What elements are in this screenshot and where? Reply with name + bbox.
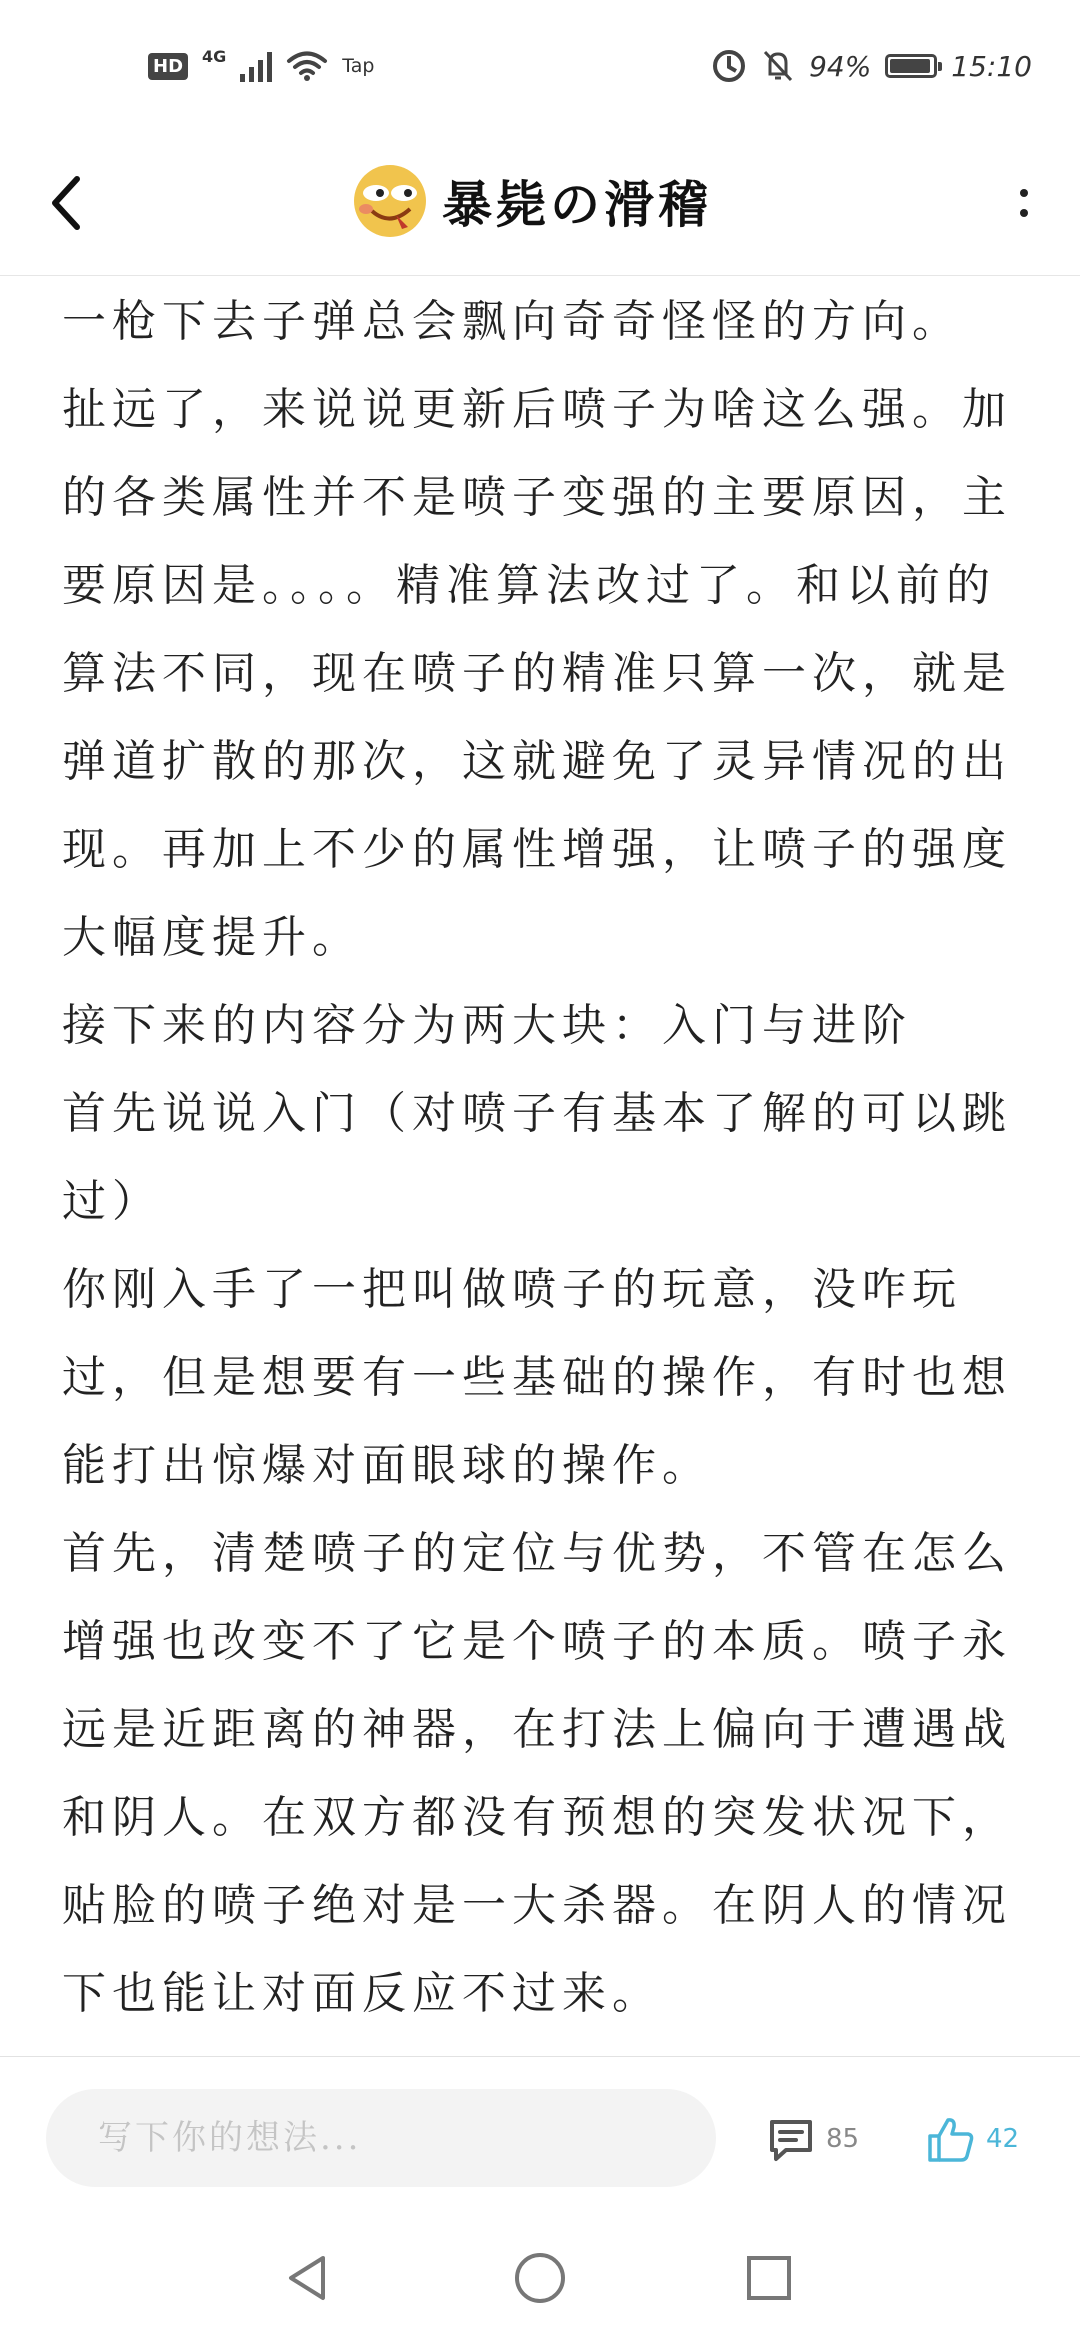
wifi-icon [286,50,328,82]
battery-percent: 94% [809,49,872,83]
article-body[interactable] [62,278,1022,2056]
chevron-left-icon [49,175,83,231]
triangle-back-icon [281,2252,333,2304]
battery-icon [885,54,937,78]
status-left [148,46,374,86]
more-options-button[interactable] [1004,168,1044,238]
status-bar [0,0,1080,130]
system-nav-bar [0,2216,1080,2340]
paragraph: 首先说说入门（对喷子有基本了解的可以跳过） [62,1088,1012,1227]
page-title: 暴毙の滑稽 [442,175,712,234]
comment-count: 85 [826,2124,860,2154]
paragraph: 首先，清楚喷子的定位与优势，不管在怎么增强也改变不了它是个喷子的本质。喷子永远是近距离的神器，在打法上偏向于遭遇战和阴人。在双方都没有预想的突发状况下，贴脸的喷子绝对是一大杀器。在阴人的情况下也能让对面反应不过来。 [62,1528,1012,2019]
comments-button[interactable] [766,2111,859,2167]
paragraph: 接下来的内容分为两大块：入门与进阶 [62,1000,912,1051]
like-count: 42 [986,2124,1020,2154]
like-button[interactable] [926,2111,1019,2167]
paragraph: 扯远了，来说说更新后喷子为啥这么强。加的各类属性并不是喷子变强的主要原因，主要原因是。。。。精准算法改过了。和以前的算法不同，现在喷子的精准只算一次，就是弹道扩散的那次，这就避免了灵异情况的出现。再加上不少的属性增强，让喷子的强度大幅度提升。 [62,384,1012,963]
comment-icon [766,2114,816,2164]
paragraph: 一枪下去子弹总会飘向奇奇怪怪的方向。 [62,296,962,347]
data-saver-icon [711,48,747,84]
more-vertical-icon [1020,209,1028,217]
comment-bar [0,2056,1080,2217]
status-right [711,46,1032,86]
nav-recents-button[interactable] [737,2246,801,2310]
nav-back-button[interactable] [275,2246,339,2310]
network-type: 4G [202,46,227,66]
hd-badge: HD [148,53,188,80]
square-recents-icon [744,2253,794,2303]
more-vertical-icon [1020,189,1028,197]
battery-fill [890,59,929,73]
comment-input[interactable] [46,2089,716,2187]
app-header [0,130,1080,276]
clock: 15:10 [951,49,1032,83]
thumbs-up-icon [926,2114,976,2164]
back-button[interactable] [36,168,96,238]
title-group [352,156,712,246]
nav-home-button[interactable] [508,2246,572,2310]
signal-icon [240,50,272,82]
tap-indicator: Tap [342,55,375,77]
paragraph: 你刚入手了一把叫做喷子的玩意，没咋玩过，但是想要有一些基础的操作，有时也想能打出惊爆对面眼球的操作。 [62,1264,1012,1491]
circle-home-icon [512,2250,568,2306]
mute-bell-icon [761,48,795,84]
avatar[interactable] [352,163,428,239]
